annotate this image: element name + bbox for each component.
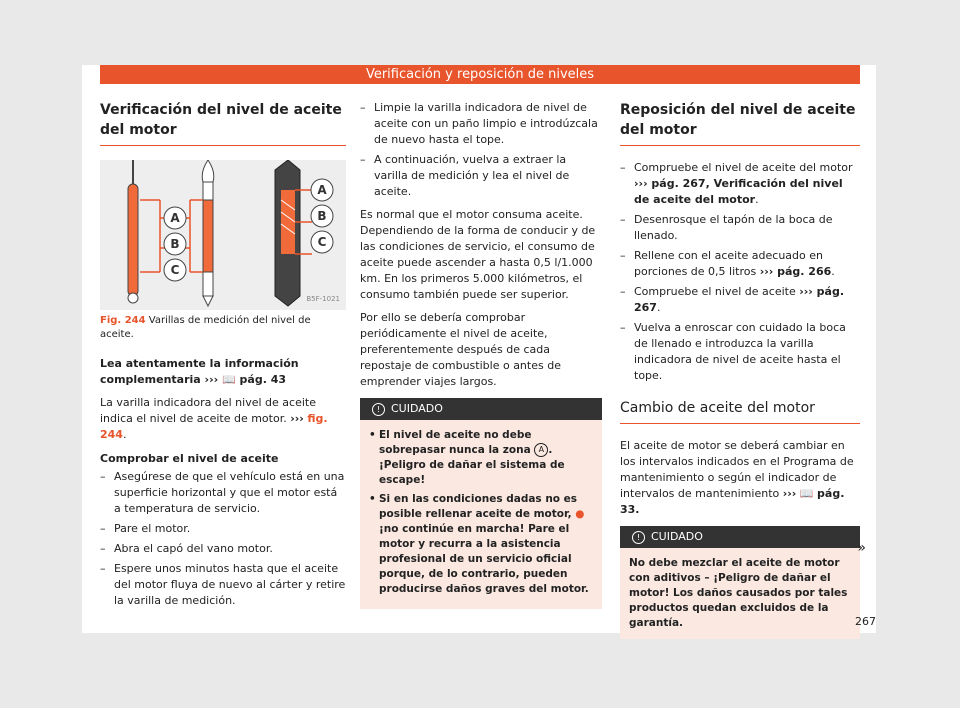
list-item: – Compruebe el nivel de aceite ››› pág. 267. [620,284,860,316]
fig-label-c: C [170,263,180,277]
book-icon: 📖 [799,487,814,500]
page-link[interactable]: ››› pág. 267, Verificación del nivel de aceite del motor [634,177,843,206]
subhead-check-level: Comprobar el nivel de aceite [100,452,279,465]
list-item: – A continuación, vuelva a extraer la varilla de medición y lea el nivel de aceite. [360,152,602,200]
page-link[interactable]: ››› pág. 266 [759,265,832,278]
fig-label-a: A [170,211,180,225]
list-item: – Asegúrese de que el vehículo está en una superficie horizontal y que el motor está a temperatura de servicio. [100,469,346,517]
dipstick-intro: La varilla indicadora del nivel de aceite indica el nivel de aceite de motor. ››› fig. 244. [100,396,328,441]
warning-icon: ! [372,403,385,416]
section-title-oil-change: Cambio de aceite del motor [620,398,860,424]
warning-box-1 [360,398,602,609]
warning-header: ! CUIDADO [620,526,860,548]
continue-icon: » [857,540,866,556]
fig-label-a2: A [317,183,327,197]
list-item: – Rellene con el aceite adecuado en porciones de 0,5 litros ››› pág. 266. [620,248,860,280]
warning-body [360,420,602,609]
list-item: – Abra el capó del vano motor. [100,541,346,557]
fig-link[interactable]: fig. 244 [100,412,328,441]
page-link[interactable]: ››› pág. 267 [634,285,845,314]
figure-code: B5F-1021 [306,295,340,303]
steps-list-1 [100,469,346,609]
dipstick-illustration [100,160,346,310]
list-item: – Desenrosque el tapón de la boca de llenado. [620,212,860,244]
dipstick-figure [100,160,346,310]
list-item: – Pare el motor. [100,521,346,537]
warning-body: No debe mezclar el aceite de motor con aditivos – ¡Peligro de dañar el motor! Los daños causados por tales productos quedan excluidos de la garantía. [620,548,860,639]
list-item: – Compruebe el nivel de aceite del motor ››› pág. 267, Verificación del nivel de aceite del motor. [620,160,860,208]
page-number: 267 [855,615,876,628]
read-info: Lea atentamente la información complementaria ››› 📖 pág. 43 [100,357,299,386]
column-3 [620,100,860,639]
list-item: – Limpie la varilla indicadora de nivel de aceite con un paño limpio e introdúzcala de nuevo hasta el tope. [360,100,602,148]
section-title-verification: Verificación del nivel de aceite del motor [100,100,346,146]
section-title-refill: Reposición del nivel de aceite del motor [620,100,860,146]
warning-icon: ! [632,531,645,544]
figure-caption [100,314,346,342]
section-header: Verificación y reposición de niveles [100,65,860,84]
list-item: • El nivel de aceite no debe sobrepasar nunca la zona A . ¡Peligro de dañar el sistema de escape! [369,428,593,488]
read-ref-arrow[interactable]: ››› [204,373,219,386]
zone-a-badge: A [534,443,548,457]
book-icon: 📖 [222,373,236,386]
oil-can-icon: ● [575,508,585,520]
caption-text: Varillas de medición del nivel de aceite. [100,315,311,340]
warning-header: ! CUIDADO [360,398,602,420]
column-1 [100,100,346,616]
column-2 [360,100,602,609]
steps-list-2 [360,100,602,200]
consumption-paragraph: Es normal que el motor consuma aceite. Dependiendo de la forma de conducir y de las condiciones de servicio, el consumo de aceite puede ascender a hasta 0,5 l/1.000 km. En los primeros 5.000 kilómetros, el consumo también puede ser superior. [360,208,596,301]
caption-number: Fig. 244 [100,315,146,326]
list-item: • Si en las condiciones dadas no es posible rellenar aceite de motor, ● ¡no continúe en marcha! Pare el motor y recurra a la asistencia profesional de un servicio oficial porque, de lo contrario, pueden producirse daños graves del motor. [369,492,593,597]
oil-change-paragraph: El aceite de motor se deberá cambiar en los intervalos indicados en el Programa de mantenimiento o según el indicador de intervalos de mantenimiento ››› 📖 pág. 33. [620,439,854,516]
fig-label-c2: C [317,235,327,249]
list-item: – Espere unos minutos hasta que el aceite del motor fluya de nuevo al cárter y retire la varilla de medición. [100,561,346,609]
read-ref-page[interactable]: pág. 43 [239,373,287,386]
warning-box-2 [620,526,860,639]
list-item: – Vuelva a enroscar con cuidado la boca de llenado e introduzca la varilla indicadora de nivel de aceite hasta el tope. [620,320,860,384]
steps-list-3 [620,160,860,384]
page-link[interactable]: pág. 33. [620,487,845,516]
check-periodically-paragraph: Por ello se debería comprobar periódicamente el nivel de aceite, preferentemente después de cada repostaje de combustible o antes de emprender viajes largos. [360,311,561,388]
fig-label-b2: B [317,209,327,223]
fig-label-b: B [170,237,180,251]
